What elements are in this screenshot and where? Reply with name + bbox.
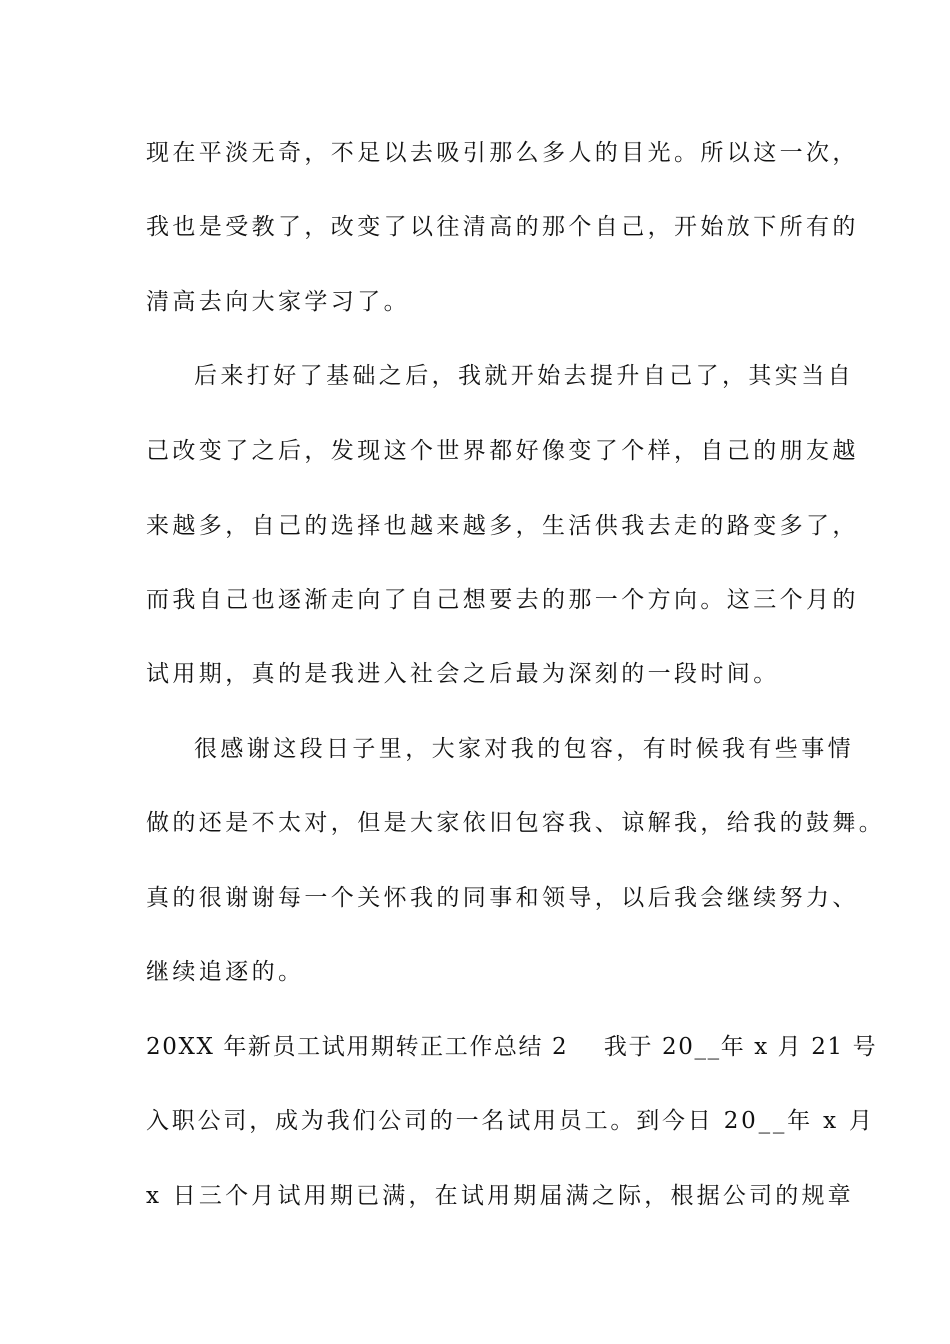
paragraph-line: 现在平淡无奇，不足以去吸引那么多人的目光。所以这一次， [146, 140, 859, 166]
paragraph-line: 我也是受教了，改变了以往清高的那个自己，开始放下所有的 [146, 214, 859, 240]
paragraph-line: 很感谢这段日子里，大家对我的包容，有时候我有些事情 [194, 736, 854, 762]
paragraph-line: 入职公司，成为我们公司的一名试用员工。到今日 20__年 x 月 [146, 1108, 875, 1134]
paragraph-line: 真的很谢谢每一个关怀我的同事和领导，以后我会继续努力、 [146, 885, 859, 911]
paragraph-line: 己改变了之后，发现这个世界都好像变了个样，自己的朋友越 [146, 438, 859, 464]
section-heading-line: 20XX 年新员工试用期转正工作总结 2 我于 20__年 x 月 21 号 [146, 1034, 878, 1060]
paragraph-line: 清高去向大家学习了。 [146, 289, 410, 315]
paragraph-line: 做的还是不太对，但是大家依旧包容我、谅解我，给我的鼓舞。 [146, 810, 886, 836]
paragraph-line: x 日三个月试用期已满，在试用期届满之际，根据公司的规章 [146, 1183, 854, 1209]
paragraph-line: 后来打好了基础之后，我就开始去提升自己了，其实当自 [194, 363, 854, 389]
paragraph-line: 来越多，自己的选择也越来越多，生活供我去走的路变多了， [146, 513, 859, 539]
paragraph-line: 继续追逐的。 [146, 959, 305, 985]
paragraph-line: 而我自己也逐渐走向了自己想要去的那一个方向。这三个月的 [146, 587, 859, 613]
paragraph-line: 试用期，真的是我进入社会之后最为深刻的一段时间。 [146, 661, 780, 687]
